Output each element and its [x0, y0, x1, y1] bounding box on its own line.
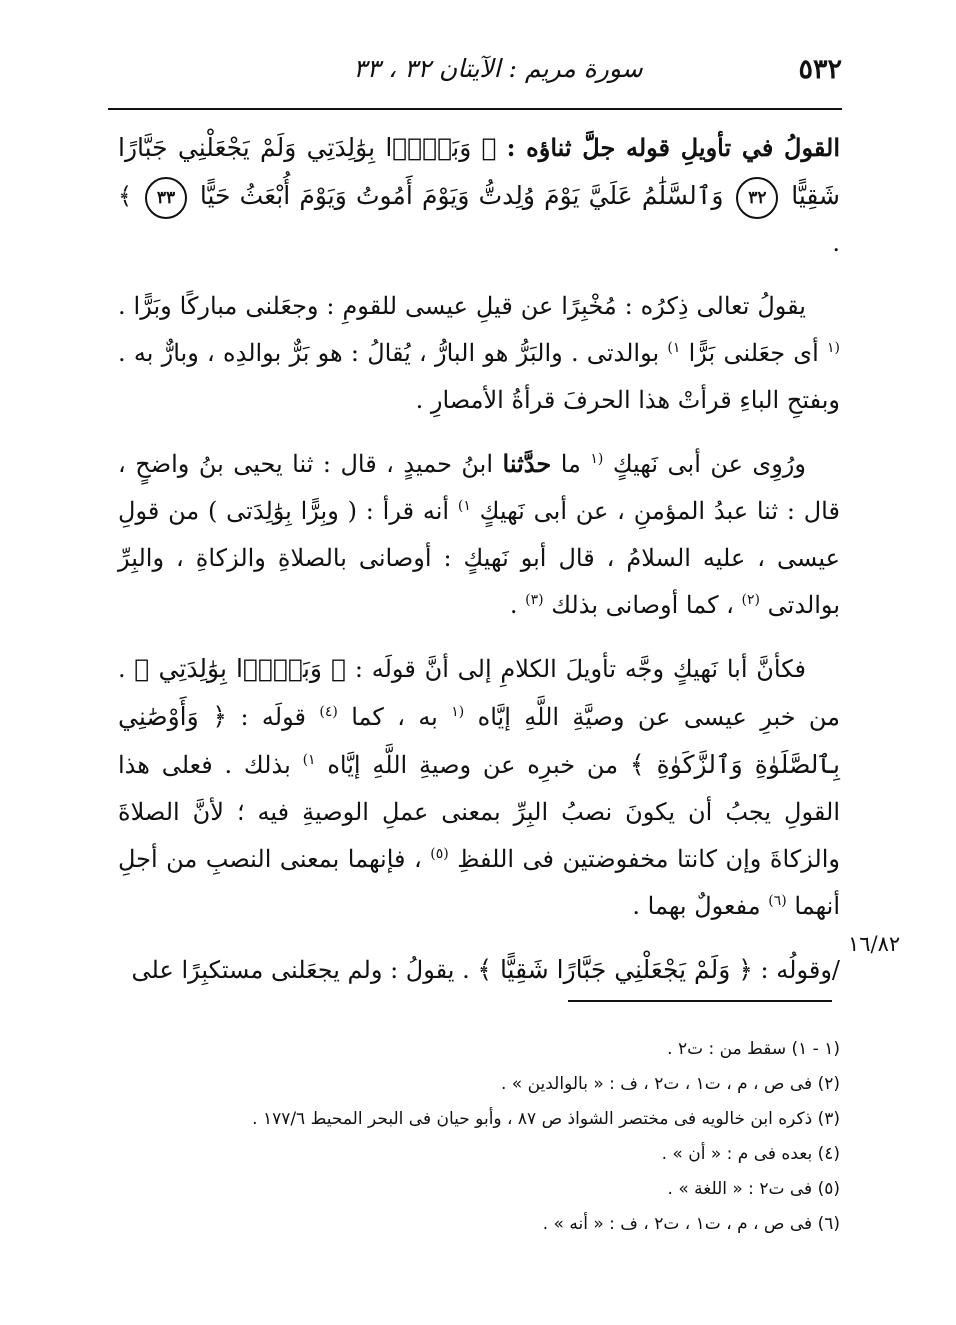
text: ابنُ حميدٍ ، قال : ثنا يحيى بنُ واضحٍ ، قال : ثنا عبدُ المؤمنِ ، عن أبى نَهيكٍ — [118, 450, 840, 525]
text: . — [509, 591, 518, 619]
footnote-ref: (١ — [590, 451, 604, 467]
text: ورُوِى عن أبى نَهيكٍ — [612, 450, 806, 478]
footnotes — [150, 1032, 840, 1242]
text: يقولُ تعالى ذِكرُه : مُخْبِرًا عن قيلِ عيسى للقومِ : وجعَلنى مباركًا وبَرًّا . — [118, 292, 806, 320]
text: بذلك . فعلى هذا القولِ يجبُ أن يكونَ نصبُ البِرِّ بمعنى عملِ الوصيةِ فيه ؛ لأنَّ الصلاةَ والزكاةَ وإن كانتا مخفوضتين فى اللفظِ — [118, 751, 841, 873]
verse-text: ﴿ وَبَرًّۢا بِوَٰلِدَتِي وَلَمْ يَجْعَلْنِي جَبَّارًا شَقِيًّا — [118, 133, 841, 210]
footnote: (٢) فى ص ، م ، ت١ ، ت٢ ، ف : « بالوالدين » . — [500, 1074, 840, 1094]
text: /وقولُه : — [760, 956, 840, 984]
text: بوالدتى . والبَرُّ هو البارُّ ، يُقالُ : هو بَرٌّ بوالدِه ، وبارٌّ به . وبفتحِ الباءِ قرأتْ هذا الحرفَ قرأةُ الأمصارِ . — [118, 339, 840, 414]
footnote-ref: ١) — [457, 498, 471, 514]
footnote: (٦) فى ص ، م ، ت١ ، ت٢ ، ف : « أنه » . — [542, 1214, 840, 1234]
footnote-ref: ١) — [302, 752, 316, 768]
page-header — [108, 50, 842, 94]
isnad-keyword: حدَّثنا — [502, 449, 552, 478]
verse-quote: ﴿ وَبَرًّۢا بِوَٰلِدَتِي ﴾ — [134, 654, 347, 683]
text: ، فإنهما بمعنى النصبِ من أجلِ أنهما — [118, 845, 840, 920]
footnote-ref: (١ — [451, 704, 465, 720]
verse-quote: ﴿ وَلَمْ يَجْعَلْنِي جَبَّارًا شَقِيًّا ﴾ — [477, 955, 753, 984]
paragraph-1 — [118, 283, 840, 424]
paragraph-4 — [118, 946, 840, 994]
footnote: (٣) ذكره ابن خالويه فى مختصر الشواذ ص ٨٧ ، وأبو حيان فى البحر المحيط ١٧٧/٦ . — [252, 1109, 840, 1129]
text: ما — [560, 450, 581, 478]
paragraph-3 — [118, 645, 840, 930]
margin-reference: ١٦/٨٢ — [848, 932, 901, 956]
text: به ، كما — [351, 703, 438, 731]
text: أنه قرأ : ( وبِرًّا بِوَٰلِدَتى ) من قولِ عيسى ، عليه السلامُ ، قال أبو نَهيكٍ : أوصانى بالصلاةِ والزكاةِ ، والبِرِّ بوالدتى — [118, 497, 840, 619]
footnote: (١ - ١) سقط من : ت٢ . — [667, 1039, 840, 1059]
footnote-ref: (٢) — [741, 592, 761, 608]
footnote-ref: (٦) — [768, 893, 787, 909]
ayah-number-32: ٣٢ — [736, 177, 778, 219]
footnote-ref: (٣) — [525, 592, 544, 608]
text: ، كما أوصانى بذلك — [551, 591, 734, 619]
main-text — [118, 124, 840, 1010]
footnote-ref: ١) — [667, 340, 681, 356]
section-heading-paragraph — [118, 124, 840, 267]
text: قولَه : — [240, 703, 306, 731]
header-rule — [108, 108, 842, 110]
footnote-ref: (٥) — [430, 846, 449, 862]
footnote-rule — [568, 1000, 832, 1002]
page-number: ٥٣٢ — [798, 54, 842, 85]
section-heading: القولُ في تأويلِ قوله جلَّ ثناؤه : — [506, 133, 840, 162]
text: فكأنَّ أبا نَهيكٍ وجَّه تأويلَ الكلامِ إلى أنَّ قولَه : — [354, 655, 806, 683]
text: . من خبرِ عيسى عن وصيَّةِ اللَّهِ إيَّاه — [118, 655, 841, 731]
footnote-ref: (٤) — [319, 704, 338, 720]
ayah-number-33: ٣٣ — [145, 177, 187, 219]
verse-close: ﴾ . — [118, 182, 840, 257]
text: مفعولٌ بهما . — [632, 892, 761, 920]
footnote: (٥) فى ت٢ : « اللغة » . — [667, 1179, 840, 1199]
verse-quote: ﴿ وَأَوْصَٰنِي بِٱلصَّلَوٰةِ وَٱلزَّكَوٰةِ ﴾ — [118, 702, 840, 779]
paragraph-2 — [118, 440, 840, 629]
verse-text: وَٱلسَّلَٰمُ عَلَيَّ يَوْمَ وُلِدتُّ وَيَوْمَ أَمُوتُ وَيَوْمَ أُبْعَثُ حَيًّا — [199, 181, 724, 210]
text: من خبرِه عن وصيةِ اللَّهِ إيَّاه — [327, 751, 619, 779]
text: أى جعَلنى بَرًّا — [688, 339, 819, 367]
footnote-ref: (١ — [826, 340, 840, 356]
text: . يقولُ : ولم يجعَلنى مستكبِرًا على — [131, 956, 470, 984]
footnote: (٤) بعده فى م : « أن » . — [661, 1144, 840, 1164]
running-head: سورة مريم : الآيتان ٣٢ ، ٣٣ — [353, 54, 643, 83]
